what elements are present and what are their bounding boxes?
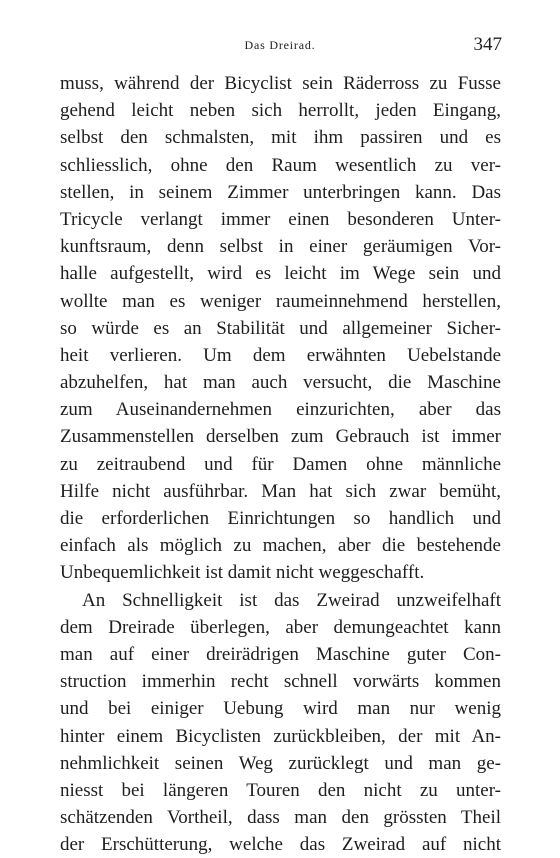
text-line: selbst den schmalsten, mit ihm passiren und es bbox=[60, 127, 501, 149]
text-line: kunftsraum, denn selbst in einer geräumigen Vor- bbox=[60, 236, 501, 258]
text-line: Zusammenstellen derselben zum Gebrauch ist immer bbox=[60, 426, 501, 448]
text-line: An Schnelligkeit ist das Zweirad unzweifelhaft bbox=[82, 589, 501, 611]
text-line: abzuhelfen, hat man auch versucht, die Maschine bbox=[60, 372, 501, 394]
paragraph-1 bbox=[60, 70, 501, 587]
text-line: man auf einer dreirädrigen Maschine guter Con- bbox=[60, 643, 501, 665]
text-line: der Erschütterung, welche das Zweirad auf nicht bbox=[60, 834, 501, 856]
text-line: schliesslich, ohne den Raum wesentlich zu ver- bbox=[60, 154, 501, 176]
page-number: 347 bbox=[473, 34, 502, 55]
text-line: hinter einem Bicyclisten zurückbleiben, der mit An- bbox=[60, 725, 501, 747]
text-line: gehend leicht neben sich herrollt, jeden Eingang, bbox=[60, 100, 501, 122]
text-line: Hilfe nicht ausführbar. Man hat sich zwar bemüht, bbox=[60, 480, 501, 502]
text-line: heit verlieren. Um dem erwähnten Uebelstande bbox=[60, 344, 501, 366]
text-line: so würde es an Stabilität und allgemeiner Sicher- bbox=[60, 317, 501, 339]
text-line: schätzenden Vortheil, dass man den grössten Theil bbox=[60, 807, 501, 829]
text-line: Tricycle verlangt immer einen besonderen Unter- bbox=[60, 208, 501, 230]
body-text bbox=[60, 70, 501, 858]
text-line: nehmlichkeit seinen Weg zurücklegt und man ge- bbox=[60, 752, 501, 774]
text-line: und bei einiger Uebung wird man nur wenig bbox=[60, 698, 501, 720]
text-line: die erforderlichen Einrichtungen so handlich und bbox=[60, 508, 501, 529]
text-line: zum Auseinandernehmen einzurichten, aber das bbox=[60, 399, 501, 421]
text-line: muss, während der Bicyclist sein Räderross zu Fusse bbox=[60, 73, 501, 94]
text-line: Unbequemlichkeit ist damit nicht weggeschafft. bbox=[60, 562, 425, 584]
text-line: zu zeitraubend und für Damen ohne männliche bbox=[60, 453, 501, 475]
paragraph-2 bbox=[60, 587, 501, 858]
text-line: wollte man es weniger raumeinnehmend herstellen, bbox=[60, 290, 501, 312]
text-line: struction immerhin recht schnell vorwärts kommen bbox=[60, 671, 501, 693]
text-line: halle aufgestellt, wird es leicht im Wege sein und bbox=[60, 263, 501, 285]
running-title: Das Dreirad. bbox=[244, 38, 316, 52]
text-line: dem Dreirade überlegen, aber demungeachtet kann bbox=[60, 616, 501, 638]
text-line: niesst bei längeren Touren den nicht zu unter- bbox=[60, 779, 501, 801]
text-line: stellen, in seinem Zimmer unterbringen kann. Das bbox=[60, 181, 501, 203]
text-line: einfach als möglich zu machen, aber die bestehende bbox=[60, 535, 501, 557]
running-head bbox=[60, 36, 500, 56]
